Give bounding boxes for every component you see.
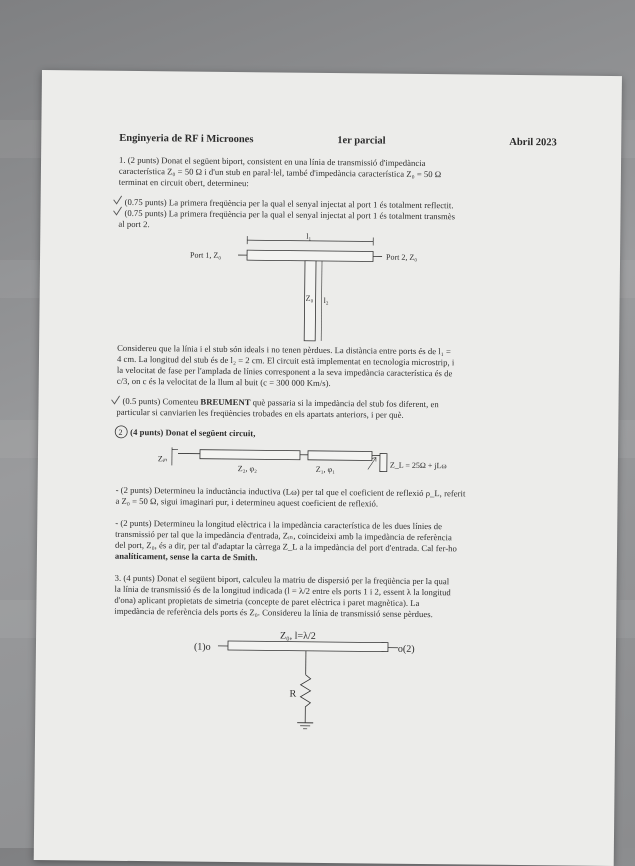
port2-label: Port 2, Z₀ [386, 253, 417, 262]
q2-part-b-line2: transmissió per tal que la impedància d'entrada, Zᵢₙ, coincideixi amb la impedància de referència [115, 529, 452, 543]
q2-part-b-line1: - (2 punts) Determineu la longitud elèctrica i la impedància característica de les dues línies de [115, 518, 442, 532]
q3-line2: la línia de transmissió és de la longitud indicada (l = λ/2 entre els ports 1 i 2, essent λ la longitud [115, 584, 451, 598]
q3-line3: d'ona) aplicant propietats de simetria (concepte de paret elèctrica i paret magnètica). La [114, 595, 419, 609]
zin-label: Zᵢₙ [158, 454, 167, 463]
q1-params-line4: c/3, on c és la velocitat de la llum al buit (c = 300 000 Km/s). [117, 376, 331, 389]
q1-circuit-diagram [189, 232, 450, 345]
q2-part-a-line2: a Z₀ = 50 Ω, sigui imaginari pur, i determineu aquest coeficient de reflexió. [115, 496, 378, 510]
q3-line1: 3. (4 punts) Donat el següent biport, calculeu la matriu de dispersió per la freqüència per la qual [115, 573, 450, 587]
q1-part-b-line1: (0.75 punts) La primera freqüència per la qual el senyal injectat al port 1 és totalment transmès [124, 208, 455, 222]
exam-header [119, 133, 569, 154]
exam-title: 1er parcial [337, 135, 385, 147]
q3-line4: impedància de referència dels ports és Z₀. Considereu la línia de transmissió sense pèrdues. [114, 606, 433, 620]
main-transmission-line [247, 250, 373, 261]
exam-date: Abril 2023 [509, 137, 557, 148]
q1-params-line2: 4 cm. La longitud del stub és de l₂ = 2 cm. El circuit està implementat en tecnologia microstrip, i [117, 354, 454, 368]
line1-label: Z₁, φ₁ [316, 465, 335, 474]
line-1 [308, 451, 372, 461]
q1-params-line1: Considereu que la línia i el stub són ideals i no tenen pèrdues. La distància entre ports és de l₁ = [117, 343, 451, 357]
q3-circuit-diagram [193, 630, 444, 753]
l2-dimension-line [321, 261, 322, 341]
port1-label: Port 1, Z₀ [190, 251, 221, 260]
checkmark-icon [110, 395, 120, 407]
resistor-label: R [289, 689, 296, 700]
port2-label: o(2) [398, 644, 415, 655]
q1-intro-line1: 1. (2 punts) Donat el següent biport, consistent en una línia de transmissió d'impedància [119, 155, 426, 169]
checkmark-icon [112, 195, 122, 219]
stub-z0-label: Z₀ [306, 294, 314, 303]
line-2 [200, 450, 300, 460]
course-title: Enginyeria de RF i Microones [119, 133, 253, 145]
q1-part-c-line2: particular si canviarien les freqüències trobades en els apartats anteriors, i per què. [116, 407, 403, 421]
q1-intro-line2: característica Z₀ = 50 Ω i d'un stub en paral·lel, també d'impedància característica Z₀ = 50 Ω [119, 166, 441, 180]
q2-part-b-line3: del port, Z₀, és a dir, per tal d'adaptar la càrrega Z_L a la impedància del port d'entrada. Cal fer-ho [115, 540, 457, 554]
q2-part-b-line4: analíticament, sense la carta de Smith. [115, 551, 258, 563]
load-label: Z_L = 25Ω + jLω [390, 461, 447, 471]
l1-label: l₁ [306, 232, 311, 241]
q2-part-a-line1: - (2 punts) Determineu la inductància inductiva (Lω) per tal que el coeficient de reflexió ρ_L, referit [116, 485, 466, 499]
q1-part-a: (0.75 punts) La primera freqüència per la qual el senyal injectat al port 1 és totalment reflectit. [125, 197, 454, 211]
line2-label: Z₂, φ₂ [238, 464, 257, 473]
half-wave-line [228, 641, 388, 652]
l2-label: l₂ [324, 296, 329, 305]
q1-intro-line3: terminat en circuit obert, determineu: [119, 177, 249, 189]
load-impedance [380, 454, 387, 472]
q1-part-b-line2: al port 2. [118, 219, 149, 230]
question-number-circle [114, 425, 128, 439]
port1-label: (1)o [194, 642, 211, 653]
line-label: Z₀, l=λ/2 [280, 631, 316, 642]
q1-params-line3: la velocitat de fase per l'amplada de línies corresponent a la seva impedància característica és de [117, 365, 453, 379]
resistor-r [300, 675, 311, 723]
q2-title: (4 punts) Donat el següent circuit, [130, 427, 255, 439]
exam-sheet [34, 70, 622, 866]
svg-text:2: 2 [118, 428, 122, 437]
q1-part-c-line1: (0.5 punts) Comenteu BREUMENT què passaria si la impedància del stub fos diferent, en [122, 396, 438, 410]
